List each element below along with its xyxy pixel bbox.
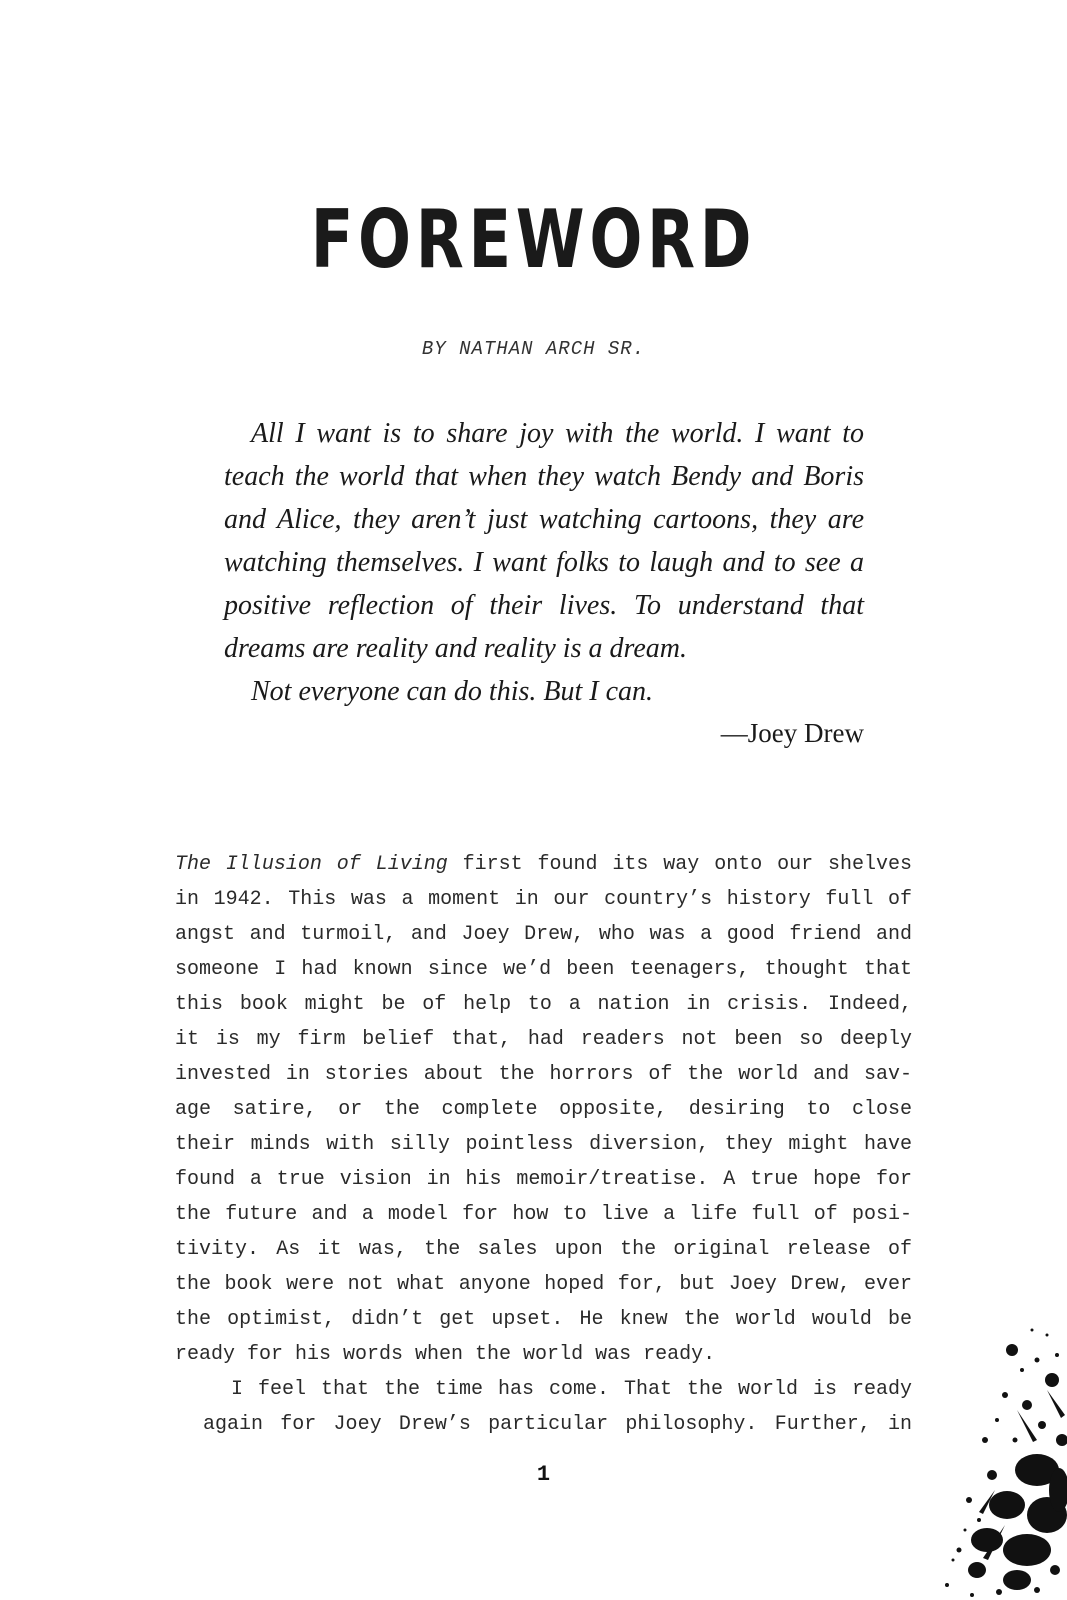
body-line: found a true vision in his memoir/treatise. A true hope for — [175, 1168, 912, 1191]
epigraph-quote — [224, 412, 864, 713]
body-line: it is my firm belief that, had readers not been so deeply — [175, 1028, 912, 1051]
ink-splatter-icon — [887, 1240, 1067, 1600]
body-paragraph — [175, 1372, 912, 1442]
body-line: the book were not what anyone hoped for, but Joey Drew, ever — [175, 1273, 912, 1296]
byline: BY NATHAN ARCH SR. — [421, 338, 646, 360]
epigraph-paragraph: Not everyone can do this. But I can. — [251, 676, 654, 707]
body-text — [175, 847, 912, 1442]
body-line: angst and turmoil, and Joey Drew, who was a good friend and — [175, 923, 912, 946]
book-title: The Illusion of Living — [175, 853, 448, 876]
body-line: their minds with silly pointless diversion, they might have — [175, 1133, 912, 1156]
epigraph-paragraph: All I want is to share joy with the world. I want to teach the world that when they watch Bendy and Boris and Alice, they aren’t just watching cartoons, they are watching themselves. I want folks to laugh and to see a positive reflection of their lives. To understand that dreams are reality and reality is a dream. — [224, 418, 864, 664]
body-line-text: first found its way onto our shelves — [447, 853, 913, 876]
epigraph-attribution: —Joey Drew — [720, 718, 864, 748]
body-line: age satire, or the complete opposite, desiring to close — [175, 1098, 912, 1121]
page-number: 1 — [536, 1462, 551, 1487]
body-paragraph — [175, 847, 912, 1372]
body-line: again for Joey Drew’s particular philosophy. Further, in — [203, 1413, 912, 1436]
body-line: I feel that the time has come. That the world is ready — [231, 1378, 912, 1401]
page-title: FOREWORD — [310, 193, 757, 286]
body-line: the future and a model for how to live a life full of posi- — [175, 1203, 912, 1226]
body-line — [175, 847, 912, 882]
body-line: ready for his words when the world was ready. — [175, 1343, 716, 1366]
body-line: invested in stories about the horrors of the world and sav- — [175, 1063, 912, 1086]
body-line: this book might be of help to a nation in crisis. Indeed, — [175, 993, 912, 1016]
body-line: someone I had known since we’d been teenagers, thought that — [175, 958, 912, 981]
body-line: the optimist, didn’t get upset. He knew the world would be — [175, 1308, 912, 1331]
body-line: in 1942. This was a moment in our country’s history full of — [175, 888, 912, 911]
body-line: tivity. As it was, the sales upon the original release of — [175, 1238, 912, 1261]
